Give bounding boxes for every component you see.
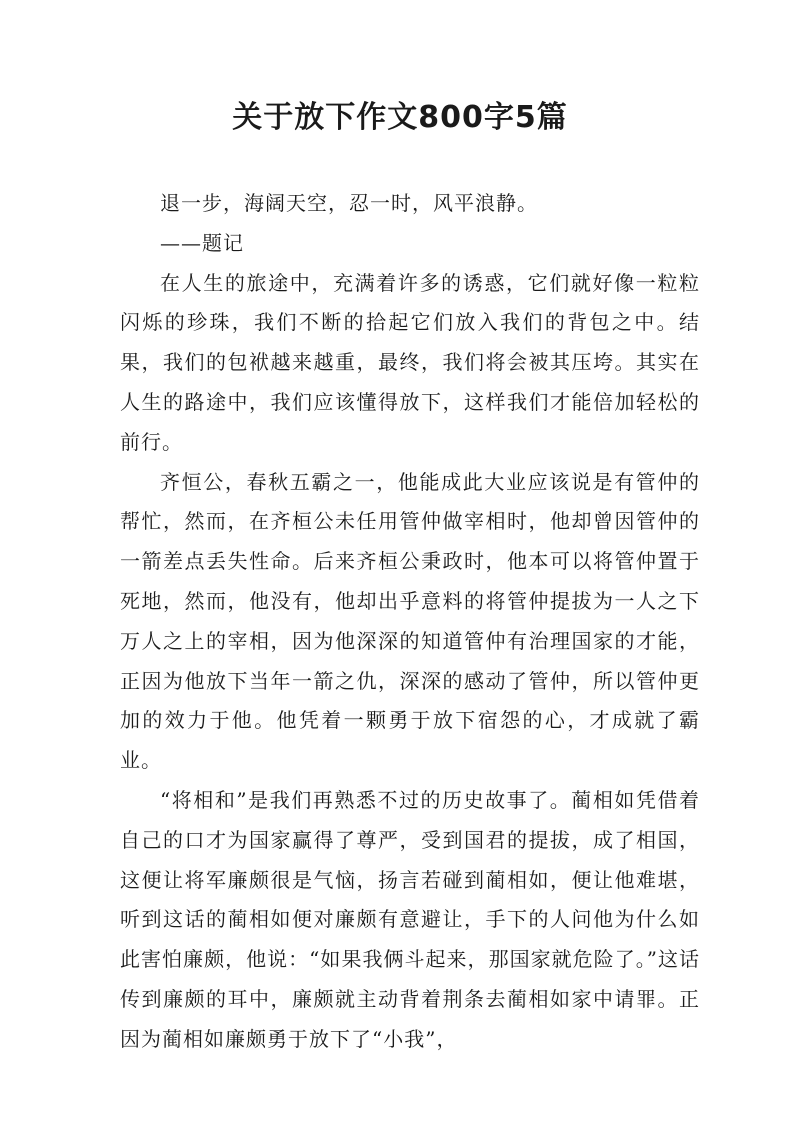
epigraph: 退一步，海阔天空，忍一时，风平浪静。 (160, 191, 538, 215)
document-body (120, 184, 700, 1060)
epigraph-source: ——题记 (160, 230, 244, 255)
paragraph-1: 在人生的旅途中，充满着许多的诱惑，它们就好像一粒粒闪烁的珍珠，我们不断的拾起它们放入我们的背包之中。结果，我们的包袱越来越重，最终，我们将会被其压垮。其实在人生的路途中，我们应该懂得放下，这样我们才能倍加轻松的前行。 (120, 270, 700, 454)
paragraph-3: “将相和”是我们再熟悉不过的历史故事了。蔺相如凭借着自己的口才为国家赢得了尊严，受到国君的提拔，成了相国，这便让将军廉颇很是气恼，扬言若碰到蔺相如，便让他难堪，听到这话的蔺相如便对廉颇有意避让，手下的人问他为什么如此害怕廉颇，他说：“如果我俩斗起来，那国家就危险了。”这话传到廉颇的耳中，廉颇就主动背着荆条去蔺相如家中请罪。正因为蔺相如廉颇勇于放下了“小我”， (120, 787, 700, 1051)
paragraph-2: 齐恒公，春秋五霸之一，他能成此大业应该说是有管仲的帮忙，然而，在齐桓公未任用管仲做宰相时，他却曾因管仲的一箭差点丢失性命。后来齐桓公秉政时，他本可以将管仲置于死地，然而，他没有，他却出乎意料的将管仲提拔为一人之下万人之上的宰相，因为他深深的知道管仲有治理国家的才能，正因为他放下当年一箭之仇，深深的感动了管仲，所以管仲更加的效力于他。他凭着一颗勇于放下宿怨的心，才成就了霸业。 (120, 469, 700, 773)
document-title: 关于放下作文800字5篇 (232, 100, 568, 135)
